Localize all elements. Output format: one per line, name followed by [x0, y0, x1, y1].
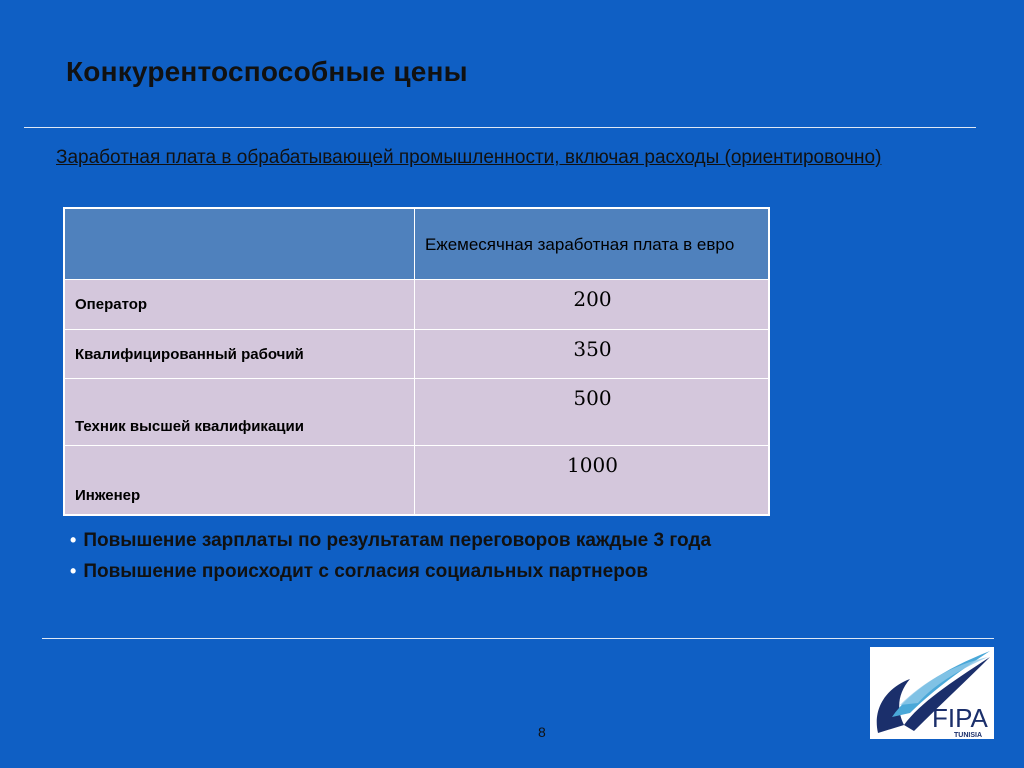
row-value: 500 [415, 379, 770, 446]
row-value: 1000 [415, 446, 770, 516]
table-header-row [64, 208, 769, 280]
row-label: Оператор [64, 280, 415, 330]
logo-wordmark: FIPA [932, 703, 988, 733]
list-item [70, 525, 711, 556]
bullet-list [70, 525, 711, 587]
list-item [70, 556, 711, 587]
table-row [64, 330, 769, 379]
header-value-cell: Ежемесячная заработная плата в евро [415, 208, 770, 280]
row-label: Техник высшей квалификации [64, 379, 415, 446]
page-number: 8 [538, 724, 546, 740]
top-divider [24, 127, 976, 128]
wage-table [63, 207, 770, 516]
row-label: Квалифицированный рабочий [64, 330, 415, 379]
bullet-icon: • [70, 561, 77, 581]
bullet-icon: • [70, 530, 77, 550]
logo-subtext: TUNISIA [954, 732, 982, 739]
slide-subtitle: Заработная плата в обрабатывающей промышленности, включая расходы (ориентировочно) [56, 147, 882, 168]
table-row [64, 446, 769, 516]
header-label-cell [64, 208, 415, 280]
bullet-text: Повышение зарплаты по результатам переговоров каждые 3 года [83, 530, 712, 551]
slide-title: Конкурентоспособные цены [66, 56, 468, 87]
row-value: 350 [415, 330, 770, 379]
bottom-divider [42, 638, 994, 639]
fipa-logo [870, 647, 994, 739]
bullet-text: Повышение происходит с согласия социальных партнеров [83, 561, 649, 582]
table-row [64, 379, 769, 446]
fipa-swoosh-icon [870, 647, 994, 739]
row-value: 200 [415, 280, 770, 330]
table-row [64, 280, 769, 330]
row-label: Инженер [64, 446, 415, 516]
